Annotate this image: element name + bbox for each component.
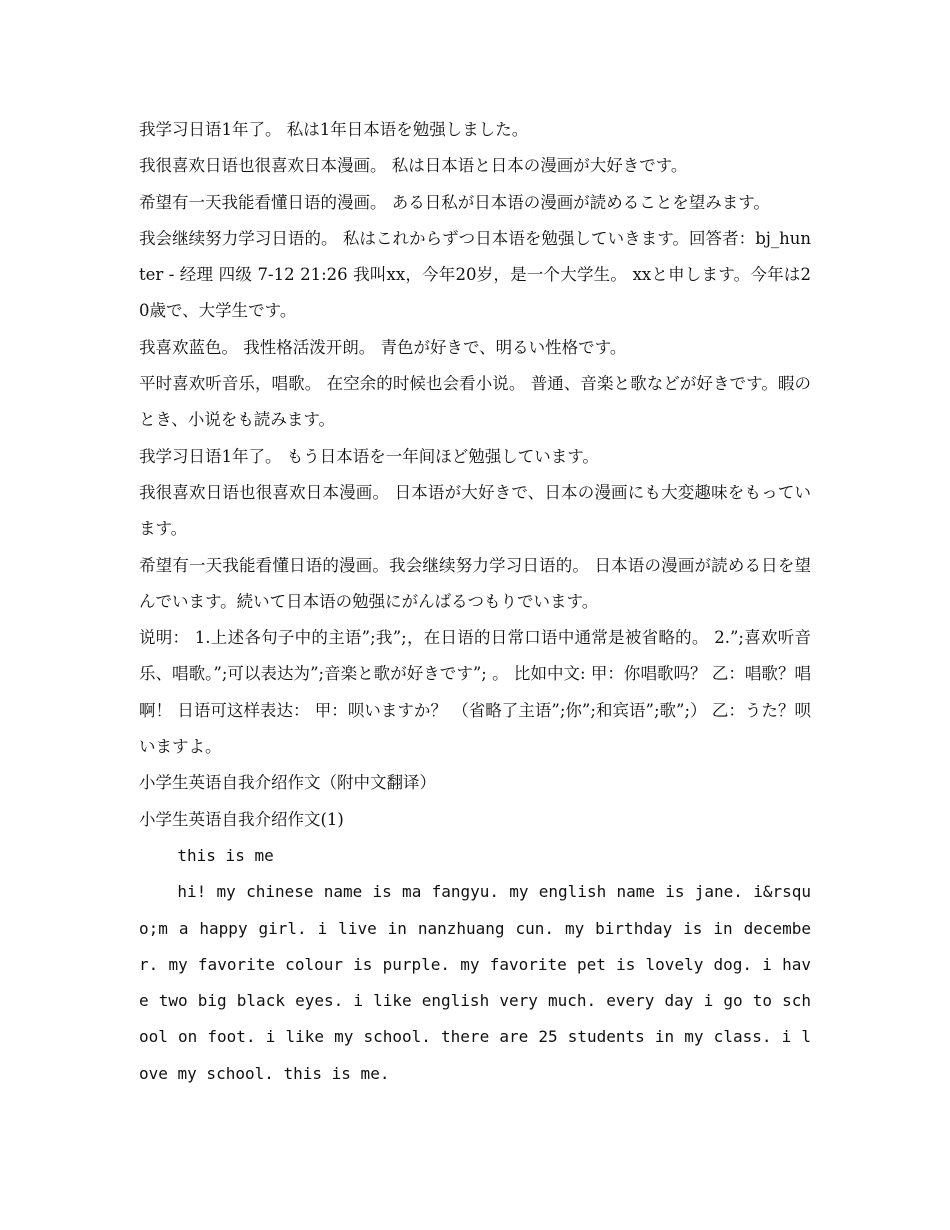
paragraph-like-blue: 我喜欢蓝色。 我性格活泼开朗。 青色が好きで、明るい性格です。: [139, 337, 627, 357]
paragraph-study-one-year-2: 我学习日语1年了。 もう日本语を一年间ほど勉强しています。: [139, 446, 599, 466]
paragraph-explanation: 说明： 1.上述各句子中的主语”;我”;，在日语的日常口语中通常是被省略的。 2.”;喜欢听音乐、唱歌。”;可以表达为”;音楽と歌が好きです”; 。 比如中文: 甲：你唱歌吗？ 乙：唱歌？唱啊！ 日语可这样表达： 甲：呗いますか？ （省略了主语”;你”;和宾语”;歌”;） 乙：うた？呗いますよ。: [139, 628, 811, 757]
paragraph-keep-studying-answer: 我会继续努力学习日语的。 私はこれからずつ日本语を勉强していきます。回答者：bj_hunter - 经理 四级 7-12 21:26 我叫xx，今年20岁，是一个大学生。 xxと申します。今年は20歳で、大学生です。: [139, 228, 811, 321]
paragraph-like-manga: 我很喜欢日语也很喜欢日本漫画。 私は日本语と日本の漫画が大好きです。: [139, 156, 688, 176]
english-essay-body: hi! my chinese name is ma fangyu. my english name is jane. i&rsquo;m a happy girl. i live in nanzhuang cun. my birthday is in december. my favorite colour is purple. my favorite pet is lovely dog. i have two big black eyes. i like english very much. every day i go to school on foot. i like my school. there are 25 students in my class. i love my school. this is me.: [139, 882, 811, 1083]
section-heading: 小学生英语自我介绍作文（附中文翻译）: [139, 773, 436, 793]
english-essay-title: this is me: [177, 845, 274, 865]
paragraph-study-one-year: 我学习日语1年了。 私は1年日本语を勉强しました。: [139, 120, 529, 139]
essay-heading: 小学生英语自我介绍作文(1): [139, 809, 344, 829]
document-page: [139, 112, 811, 1092]
paragraph-like-manga-2: 我很喜欢日语也很喜欢日本漫画。 日本语が大好きで、日本の漫画にも大変趣味をもっています。: [139, 482, 811, 539]
paragraph-hope-read-manga: 希望有一天我能看懂日语的漫画。 ある日私が日本语の漫画が読めることを望みます。: [139, 192, 770, 212]
paragraph-hobbies: 平时喜欢听音乐，唱歌。 在空余的时候也会看小说。 普通、音楽と歌などが好きです。暇のとき、小说をも読みます。: [139, 374, 811, 430]
paragraph-hope-read-manga-2: 希望有一天我能看懂日语的漫画。我会继续努力学习日语的。 日本语の漫画が読める日を望んでいます。続いて日本语の勉强にがんばるつもりでいます。: [139, 555, 811, 611]
